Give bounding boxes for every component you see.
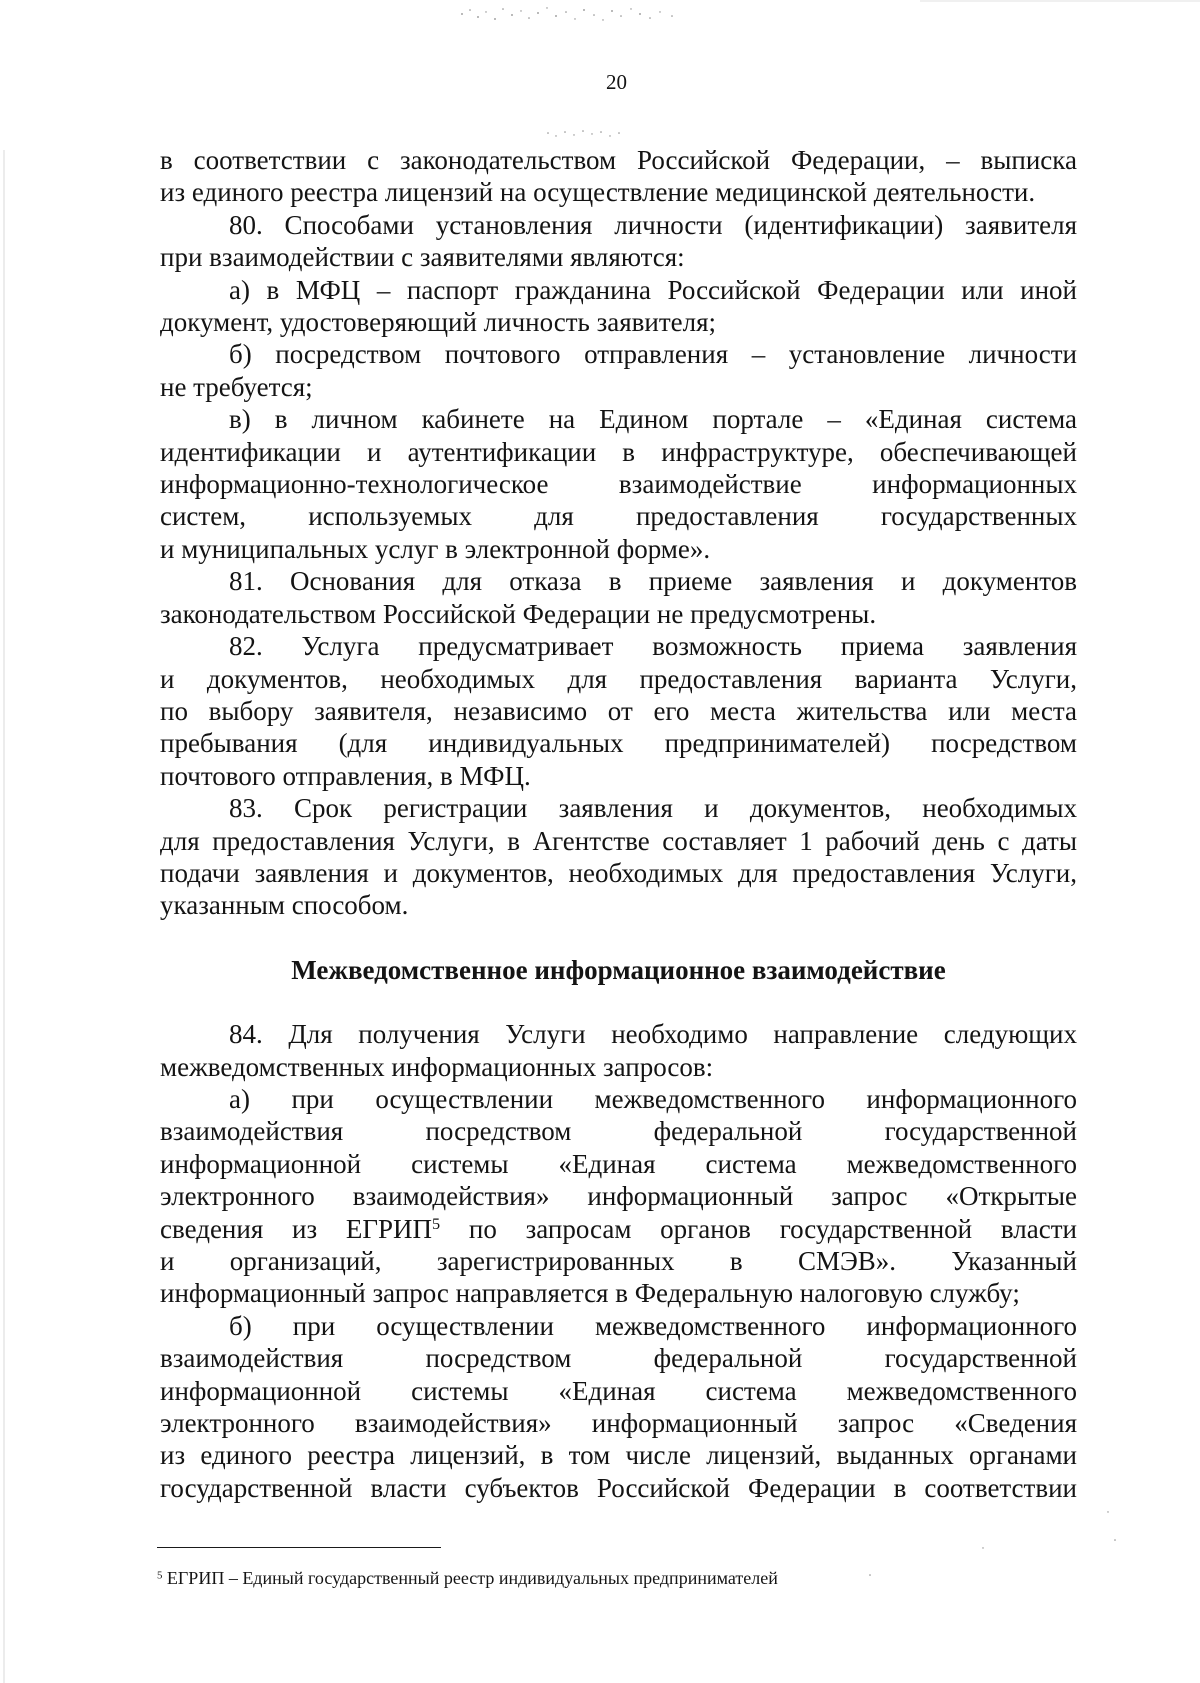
text-line: пребывания (для индивидуальных предпринимателей) посредством [160, 728, 1077, 759]
footnote-marker: 5 [157, 1569, 163, 1582]
text-line: систем, используемых для предоставления государственных [160, 501, 1077, 532]
text-line: и муниципальных услуг в электронной форме». [160, 533, 711, 564]
text-line: межведомственных информационных запросов: [160, 1051, 714, 1082]
text-line: а) в МФЦ – паспорт гражданина Российской Федерации или иной [229, 274, 1077, 305]
text-line: законодательством Российской Федерации не предусмотрены. [160, 598, 877, 629]
text-line: информационной системы «Единая система межведомственного [160, 1148, 1077, 1179]
text-line: почтового отправления, в МФЦ. [160, 760, 531, 791]
text-line: указанным способом. [160, 890, 409, 921]
text-line: а) при осуществлении межведомственного информационного [229, 1083, 1077, 1114]
section-heading: Межведомственное информационное взаимодействие [291, 954, 946, 985]
text-line: из единого реестра лицензий на осуществление медицинской деятельности. [160, 177, 1036, 208]
text-line: не требуется; [160, 371, 313, 402]
text-line: б) посредством почтового отправления – установление личности [229, 339, 1077, 370]
text-line: документ, удостоверяющий личность заявителя; [160, 307, 717, 338]
footnote-divider [157, 1547, 441, 1548]
footnote-text: ЕГРИП – Единый государственный реестр индивидуальных предпринимателей [162, 1568, 778, 1588]
paragraph-82: 82. Услуга предусматривает возможность приема заявления [229, 631, 1077, 662]
text-line: взаимодействия посредством федеральной государственной [160, 1116, 1077, 1147]
footnote [157, 1567, 957, 1589]
text-line: взаимодействия посредством федеральной государственной [160, 1343, 1077, 1374]
paragraph-84: 84. Для получения Услуги необходимо направление следующих [229, 1019, 1077, 1050]
text-line: информационной системы «Единая система межведомственного [160, 1375, 1077, 1406]
text-line: б) при осуществлении межведомственного информационного [229, 1310, 1077, 1341]
text-line: из единого реестра лицензий, в том числе лицензий, выданных органами [160, 1440, 1077, 1471]
text-line: идентификации и аутентификации в инфраструктуре, обеспечивающей [160, 436, 1077, 467]
text-line: электронного взаимодействия» информационный запрос «Сведения [160, 1408, 1077, 1439]
text-line: в) в личном кабинете на Едином портале – «Единая система [229, 404, 1077, 435]
text-line: и документов, необходимых для предоставления варианта Услуги, [160, 663, 1077, 694]
text-line: информационный запрос направляется в Федеральную налоговую службу; [160, 1278, 1020, 1309]
text-fragment: по запросам органов государственной власти [440, 1213, 1077, 1244]
text-line: информационно-технологическое взаимодействие информационных [160, 469, 1077, 500]
paragraph-80: 80. Способами установления личности (идентификации) заявителя [229, 209, 1077, 240]
paragraph-81: 81. Основания для отказа в приеме заявления и документов [229, 566, 1077, 597]
text-line: подачи заявления и документов, необходимых для предоставления Услуги, [160, 857, 1077, 888]
paragraph-83: 83. Срок регистрации заявления и документов, необходимых [229, 793, 1077, 824]
text-line: для предоставления Услуги, в Агентстве составляет 1 рабочий день с даты [160, 825, 1077, 856]
footnote-reference: 5 [432, 1214, 441, 1233]
text-line: при взаимодействии с заявителями являются: [160, 242, 685, 273]
document-body [160, 144, 1077, 1504]
text-fragment: сведения из ЕГРИП [160, 1213, 433, 1244]
text-line: электронного взаимодействия» информационный запрос «Открытые [160, 1181, 1077, 1212]
text-line: по выбору заявителя, независимо от его места жительства или места [160, 695, 1077, 726]
text-line: государственной власти субъектов Российской Федерации в соответствии [160, 1472, 1077, 1503]
text-line [160, 1213, 1077, 1245]
text-line: и организаций, зарегистрированных в СМЭВ». Указанный [160, 1246, 1077, 1276]
page-number: 20 [606, 70, 627, 94]
text-line: в соответствии с законодательством Российской Федерации, – выписка [160, 145, 1077, 175]
